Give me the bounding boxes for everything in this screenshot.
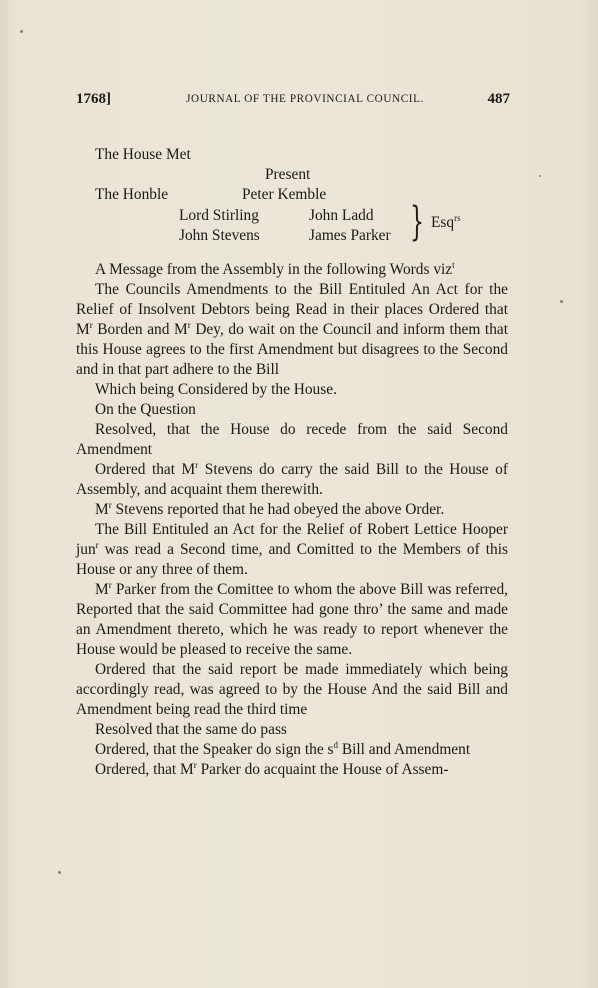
- paragraph-question: On the Question: [95, 401, 196, 418]
- paragraph-parker-acquaint: Ordered, that $M^r$ Parker do acquaint the House of Assem-: [95, 760, 449, 778]
- paper-speck: [58, 871, 61, 874]
- paragraph-resolved-recede: Resolved, that the House do recede from the said Second Amendment: [76, 421, 508, 458]
- honble-text: The Hon: [95, 186, 150, 203]
- paragraph-resolved-pass: Resolved that the same do pass: [95, 721, 287, 738]
- paragraph-ordered-report: Ordered that the said report be made immediately which being accordingly read, was agreed to by the House And the said Bill and Amendment being read the third time: [76, 661, 508, 718]
- header-year: 1768]: [76, 91, 111, 107]
- journal-body: [76, 260, 508, 780]
- brace-glyph: }: [410, 199, 424, 245]
- paragraph-hooper-bill: The Bill Entituled an Act for the Relief of Robert Lettice Hooper jun$^r$ was read a Second time, and Comitted to the Members of this House or any three of them.: [76, 521, 508, 578]
- present-heading: Present: [265, 166, 311, 183]
- paragraph-amendments: The Councils Amendments to the Bill Entituled An Act for the Relief of Insolvent Debtors being Read in their places Ordered that $M^r$ Borden and $M^r$ Dey, do wait on the Council and inform them that this House agrees to the first Amendment but disagrees to the Second and in that part adhere to the Bill: [76, 281, 508, 378]
- paragraph-considered: Which being Considered by the House.: [95, 381, 337, 398]
- member-stirling: Lord Stirling: [179, 207, 259, 224]
- paragraph-stevens-reported: $M^r$ Stevens reported that he had obeyed the above Order.: [95, 500, 445, 518]
- paragraph-message: A Message from the Assembly in the following Words viz$^t$: [95, 260, 455, 278]
- header-title: JOURNAL OF THE PROVINCIAL COUNCIL.: [186, 93, 424, 105]
- esq-text: Esq: [431, 214, 455, 231]
- paper-speck: [539, 175, 541, 177]
- esquires-label: [431, 213, 461, 233]
- honble-suffix: ble: [149, 186, 169, 203]
- paragraph-ordered-stevens: Ordered that $M^r$ Stevens do carry the said Bill to the House of Assembly, and acquaint them therewith.: [76, 460, 508, 498]
- paper-speck: [20, 30, 23, 33]
- member-kemble: Peter Kemble: [242, 186, 327, 203]
- running-header: [76, 91, 510, 111]
- honble-label: [95, 185, 168, 205]
- member-ladd: John Ladd: [309, 207, 374, 224]
- member-parker: James Parker: [309, 227, 391, 244]
- house-met-line: The House Met: [95, 146, 191, 163]
- page-number: 487: [487, 91, 510, 107]
- esq-sup: rs: [454, 213, 461, 223]
- paragraph-speaker-sign: Ordered, that the Speaker do sign the $s^d$ Bill and Amendment: [95, 740, 471, 758]
- member-stevens: John Stevens: [179, 227, 260, 244]
- paper-speck: [560, 300, 563, 303]
- paragraph-parker-report: $M^r$ Parker from the Comittee to whom the above Bill was referred, Reported that the said Committee had gone thro’ the same and made an Amendment thereto, which he was ready to report whenever the House would be pleased to receive the same.: [76, 580, 508, 658]
